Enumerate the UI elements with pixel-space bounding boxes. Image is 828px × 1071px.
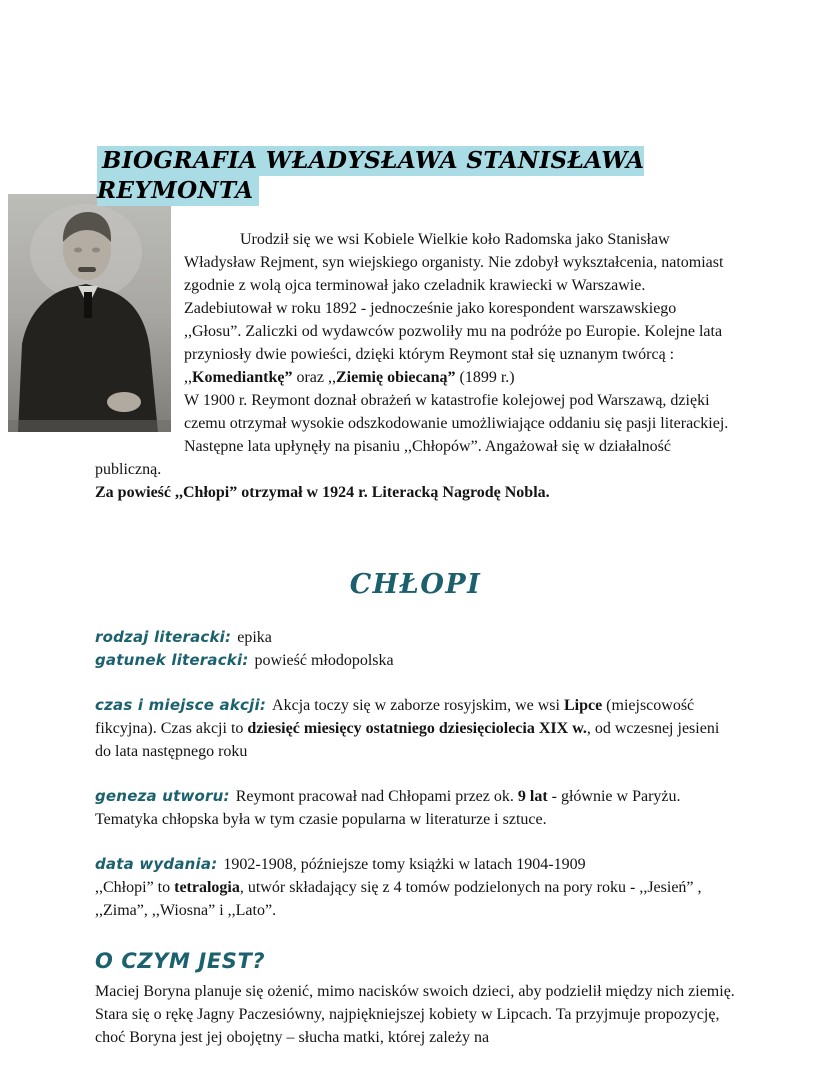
field-data-wydania — [95, 853, 736, 876]
field-geneza-utworu — [95, 785, 736, 831]
page-title — [97, 146, 736, 206]
field-value-geneza-utworu: Reymont pracował nad Chłopami przez ok. 9 lat - głównie w Paryżu. Tematyka chłopska była w tym czasie popularna w literaturze i sztuce. — [95, 788, 681, 828]
about-paragraph: Maciej Boryna planuje się ożenić, mimo nacisków swoich dzieci, aby podzielił między nich ziemię. Stara się o rękę Jagny Paczesiówny, najpiękniejszej kobiety w Lipcach. Ta przyjmuje propozycję, choć Boryna jest jej obojętny – słucha matki, której zależy na — [95, 983, 735, 1046]
tetralogy-paragraph: ,,Chłopi” to tetralogia, utwór składający się z 4 tomów podzielonych na pory roku - ,,Jesień” , ,,Zima”, ,,Wiosna” i ,,Lato”. — [95, 879, 702, 919]
field-label-geneza-utworu: geneza utworu: — [95, 787, 230, 805]
bio-paragraph-1: Urodził się we wsi Kobiele Wielkie koło Radomska jako Stanisław Władysław Rejment, syn wiejskiego organisty. Nie zdobył wykształcenia, natomiast zgodnie z wolą ojca terminował jako czeladnik krawiecki w Warszawie. Zadebiutował w roku 1892 - jednocześnie jako korespondent warszawskiego ,,Głosu”. Zaliczki od wydawców pozwoliły mu na podróże po Europie. Kolejne lata przyniosły dwie powieści, dzięki którym Reymont stał się uznanym twórcą : ,,Komediantkę” oraz ,,Ziemię obiecaną” (1899 r.) — [184, 231, 724, 386]
field-value-czas-i-miejsce-akcji: Akcja toczy się w zaborze rosyjskim, we wsi Lipce (miejscowość fikcyjna). Czas akcji to dziesięć miesięcy ostatniego dziesięciolecia XIX w., od wczesnej jesieni do lata następnego roku — [95, 697, 720, 760]
field-gatunek-literacki — [95, 649, 736, 672]
field-label-czas-i-miejsce-akcji: czas i miejsce akcji: — [95, 696, 267, 714]
field-label-rodzaj-literacki: rodzaj literacki: — [95, 628, 232, 646]
bio-paragraph-2: W 1900 r. Reymont doznał obrażeń w katastrofie kolejowej pod Warszawą, dzięki czemu otrzymał wysokie odszkodowanie umożliwiające oddaniu się pasji literackiej. Następne lata upłynęły na pisaniu ,,Chłopów”. Angażował się w działalność publiczną. — [95, 392, 729, 478]
bio-nobel-line: Za powieść ,,Chłopi” otrzymał w 1924 r. Literacką Nagrodę Nobla. — [95, 484, 550, 501]
title-highlight: BIOGRAFIA WŁADYSŁAWA STANISŁAWA REYMONTA — [97, 147, 645, 204]
field-czas-i-miejsce-akcji — [95, 694, 736, 763]
field-value-gatunek-literacki: powieść młodopolska — [254, 652, 394, 669]
reymont-photo — [8, 194, 171, 432]
field-rodzaj-literacki — [95, 626, 736, 649]
field-label-data-wydania: data wydania: — [95, 855, 218, 873]
field-label-gatunek-literacki: gatunek literacki: — [95, 651, 249, 669]
chlopi-heading: CHŁOPI — [349, 569, 482, 600]
field-value-rodzaj-literacki: epika — [237, 629, 272, 646]
about-heading: O CZYM JEST? — [95, 949, 266, 973]
biography-section — [95, 228, 736, 504]
field-value-data-wydania: 1902-1908, późniejsze tomy książki w latach 1904-1909 — [223, 856, 586, 873]
